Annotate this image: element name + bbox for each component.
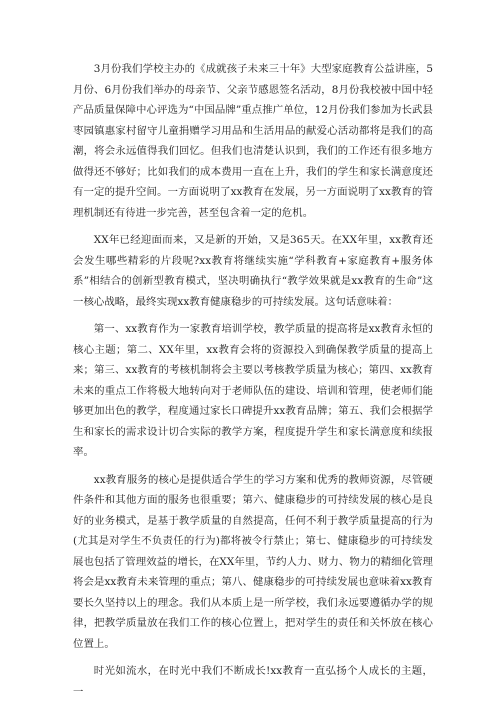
paragraph-points-1-5: 第一、xx教育作为一家教育培训学校，教学质量的提高将是xx教育永恒的核心主题；第二、XX年里，xx教育会将的资源投入到确保教学质量的提高上来；第三、xx教育的考核机制将会主要以考核教学质量为核心；第四、xx教育未来的重点工作将极大地转向对于老师队伍的建设、培训和管理，使老师们能够更加出色的教学，程度通过家长口碑提升xx教育品牌；第五、我们会根据学生和家长的需求设计切合实际的教学方案，程度提升学生和家长满意度和续报率。	[73, 323, 433, 458]
paragraph-new-year: XX年已经迎面而来，又是新的开始，又是365天。在XX年里，xx教育还会发生哪些精彩的片段呢?xx教育将继续实施“学科教育+家庭教育+服务体系”相结合的创新型教育模式，坚决明确执行“教学效果就是xx教育的生命”这一核心战略，最终实现xx教育健康稳步的可持续发展。这句话意味着：	[73, 234, 433, 308]
paragraph-review: 3月份我们学校主办的《成就孩子未来三十年》大型家庭教育公益讲座，5月份、6月份我们举办的母亲节、父亲节感恩签名活动，8月份我校被中国中轻产品质量保障中心评选为“中国品牌”重点推广单位，12月份我们参加为长武县枣园镇惠家村留守儿童捐赠学习用品和生活用品的献爱心活动都将是我们的高潮，将会永远值得我们回忆。但我们也清楚认识到，我们的工作还有很多地方做得还不够好；比如我们的成本费用一直在上升，我们的学生和家长满意度还有一定的提升空间。一方面说明了xx教育在发展，另一方面说明了xx教育的管理机制还有待进一步完善，甚至包含着一定的危机。	[73, 63, 433, 219]
paragraph-points-6-8: xx教育服务的核心是提供适合学生的学习方案和优秀的教师资源，尽管硬件条件和其他方面的服务也很重要；第六、健康稳步的可持续发展的核心是良好的业务模式，是基于教学质量的自然提高，任何不利于教学质量提高的行为(尤其是对学生不负责任的行为)都将被令行禁止；第七、健康稳步的可持续发展也包括了管理效益的增长，在XX年里，节约人力、财力、物力的精细化管理将会是xx教育未来管理的重点；第八、健康稳步的可持续发展也意味着xx教育要长久坚持以上的理念。我们从本质上是一所学校，我们永远要遵循办学的规律，把教学质量放在我们工作的核心位置上，把对学生的责任和关怀放在核心位置上。	[73, 473, 433, 650]
document-body	[73, 59, 433, 709]
paragraph-closing: 时光如流水，在时光中我们不断成长!xx教育一直弘扬个人成长的主题，一	[73, 665, 433, 698]
